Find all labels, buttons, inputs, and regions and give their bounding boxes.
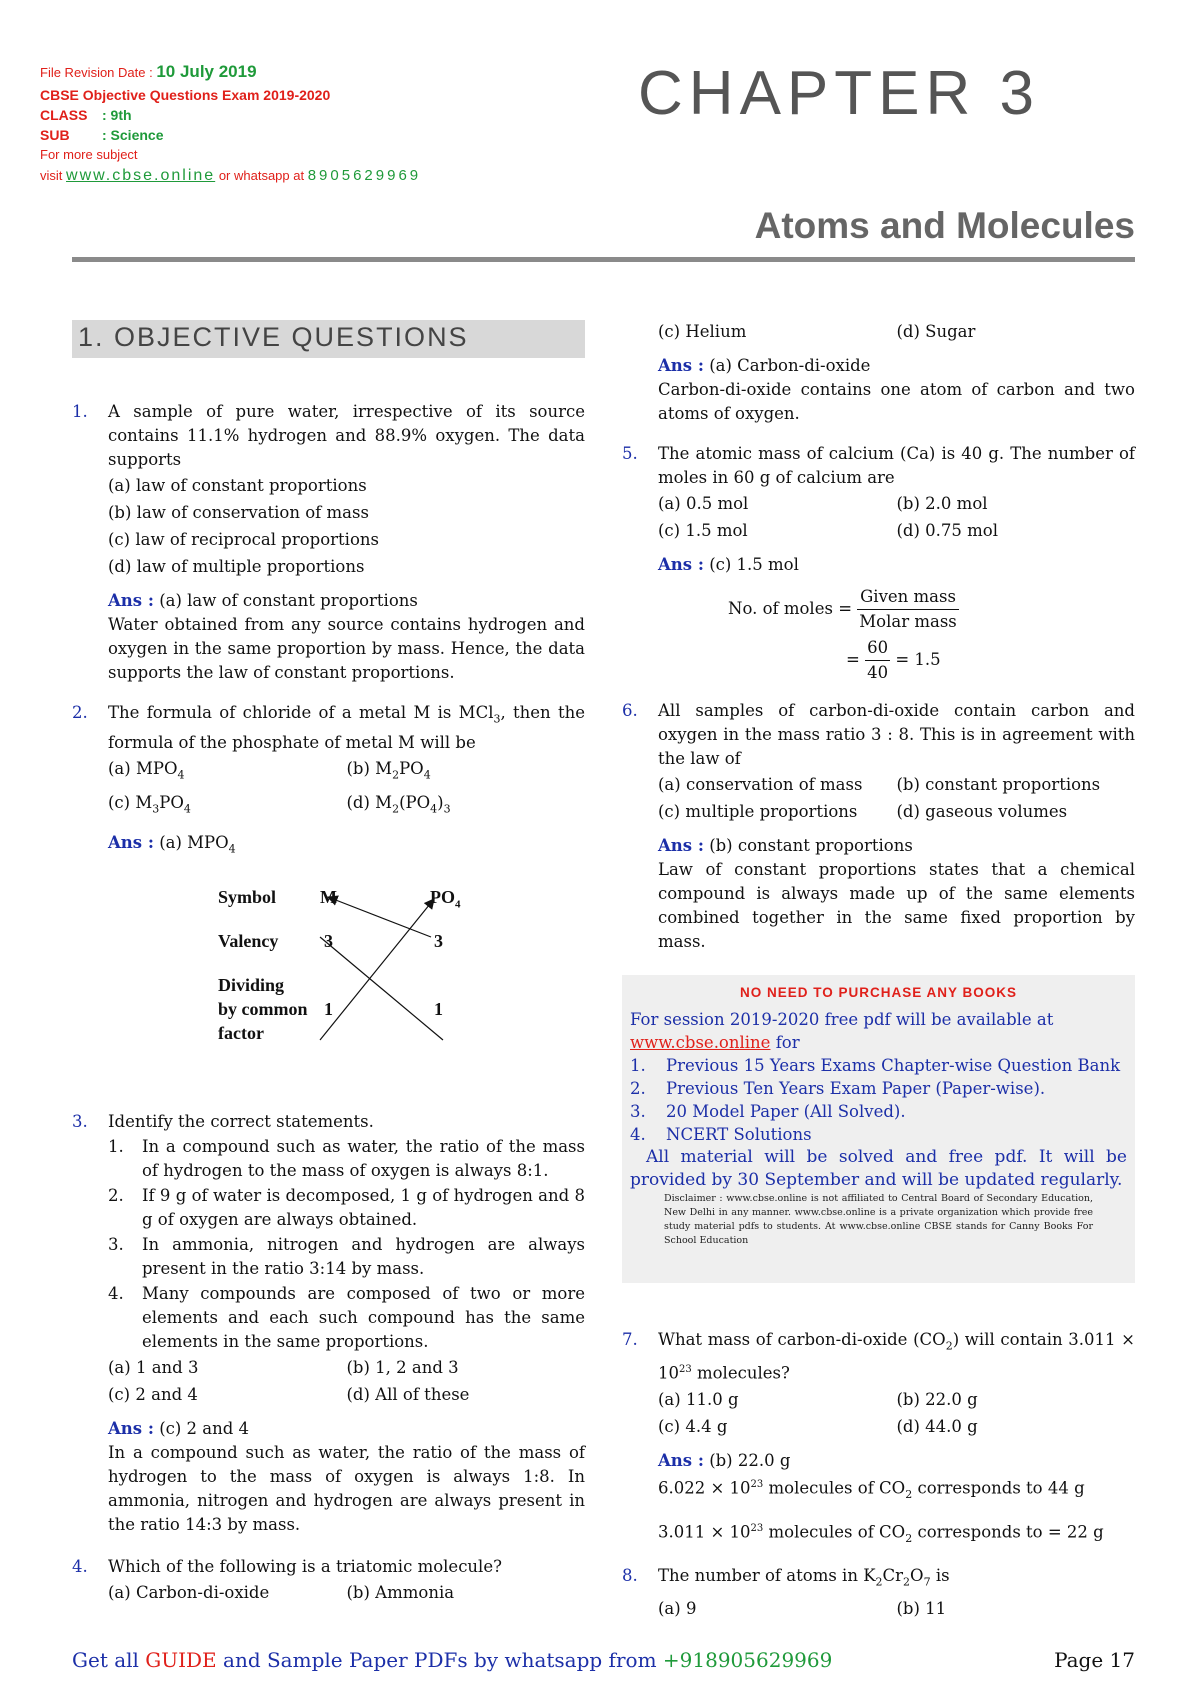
explanation: Law of constant proportions states that a chemical compound is always made up of the same elements combined together in the same fixed proportion by mass. [658,860,1135,951]
option-d: (d) gaseous volumes [896,802,1068,821]
subscript: 2 [392,801,400,815]
footer-phone[interactable]: +918905629969 [662,1648,833,1672]
options [658,320,1135,344]
question-text [108,701,585,755]
options [658,1597,1135,1621]
options [658,773,1135,824]
options [108,1356,585,1407]
promo-for: for [770,1033,800,1052]
option-a: (a) conservation of mass [658,775,863,794]
text-part: (PO [399,792,431,812]
promo-item [630,1077,1127,1100]
divided-m: 1 [324,999,333,1020]
text-part: PO [399,759,424,779]
question-number: 2. [72,703,88,722]
arrow-up-to-m [328,897,431,937]
visit-line [40,164,560,187]
answer-text: (c) 1.5 mol [709,555,799,574]
option-c [108,791,347,821]
statement [108,1135,585,1183]
question-number: 4. [72,1557,88,1577]
option-d: (d) All of these [346,1385,470,1405]
option-a: (a) 9 [658,1598,697,1618]
subscript: 4 [183,801,191,815]
promo-item [630,1100,1127,1123]
text-part: Cr [882,1566,904,1586]
answer [108,1417,585,1441]
question-text [658,1564,1135,1594]
promo-line: For session 2019-2020 free pdf will be available at [630,1010,1054,1029]
revision-date: 10 July 2019 [156,62,257,81]
text-part: PO [430,887,455,908]
answer-text: (a) MPO [159,832,229,852]
left-column [72,400,585,1619]
statement [108,1184,585,1232]
subscript: 4 [228,842,236,856]
subscript: 4 [455,898,461,911]
text-part: What mass of carbon-di-oxide (CO [658,1330,946,1349]
subscript: 2 [905,1531,913,1545]
text-part: molecules? [691,1363,790,1383]
text-part: The formula of chloride of a metal M is MCl [108,703,494,722]
revision-label: File Revision Date : [40,65,153,80]
subscript: 2 [905,1487,913,1501]
text-part: PO [159,792,184,812]
subscript: 2 [903,1575,911,1589]
denominator: Molar mass [859,612,957,631]
question-number: 7. [622,1330,638,1349]
question-number: 8. [622,1566,638,1586]
option-b: (b) 2.0 mol [896,494,988,513]
statements [108,1135,585,1354]
statement-number: 1. [108,1137,124,1157]
text-part: (b) M [346,759,393,779]
eq-fraction [857,585,959,634]
question-7 [622,1328,1135,1550]
answer-text: (c) 2 and 4 [159,1419,250,1439]
statement-number: 3. [108,1235,124,1255]
option-c: (c) multiple proportions [658,802,858,821]
option-b: (b) Ammonia [346,1583,455,1603]
valency-label: Valency [218,931,279,952]
option-b: (b) 1, 2 and 3 [346,1358,459,1378]
promo-link[interactable]: www.cbse.online [630,1033,771,1052]
promo-link-line [630,1031,1127,1054]
answer [108,831,585,861]
item-text: Previous 15 Years Exams Chapter-wise Question Bank [666,1056,1121,1075]
footer-text: and Sample Paper PDFs by whatsapp from [216,1648,663,1672]
item-text: Previous Ten Years Exam Paper (Paper-wise). [666,1079,1046,1098]
answer-text: (b) constant proportions [709,836,913,855]
symbol-m: M [320,887,337,908]
promo-note: All material will be solved and free pdf. It will be provided by 30 September and will be updated regularly. [630,1147,1127,1190]
right-column-lower [622,1328,1135,1635]
question-number: 3. [72,1112,88,1132]
question-text: The atomic mass of calcium (Ca) is 40 g. The number of moles in 60 g of calcium are [658,444,1135,487]
answer-label: Ans : [658,836,704,855]
text-part: (d) M [346,792,393,812]
item-number: 1. [630,1056,646,1075]
text-part: ) will contain 3.011 × 10 [658,1330,1135,1383]
denominator: 40 [867,663,889,682]
subscript: 4 [423,768,431,782]
promo-box [622,975,1135,1283]
promo-item [630,1123,1127,1146]
question-number: 5. [622,444,638,463]
explanation: In a compound such as water, the ratio of the mass of hydrogen to the mass of oxygen is always 1:8. In ammonia, nitrogen and hydrogen are always present in the ratio 14:3 by mass. [108,1443,585,1535]
subject-label: SUB [40,127,70,144]
answer-label: Ans : [658,356,704,375]
question-4-continued [622,320,1135,426]
item-text: NCERT Solutions [666,1125,812,1144]
option-b [347,757,586,787]
option-c: (c) Helium [658,322,747,341]
statement-text: In a compound such as water, the ratio of the mass of hydrogen to the mass of oxygen is always 8:1. [142,1137,585,1181]
answer [658,834,1135,858]
options [658,1388,1135,1439]
question-3 [72,1110,585,1537]
option-c: (c) 4.4 g [658,1416,728,1436]
question-6 [622,699,1135,954]
eq-label: No. of moles [728,599,833,618]
text-part: , then the formula of the phosphate of metal M will be [108,703,585,753]
whatsapp-phone: 8905629969 [307,167,422,185]
question-text: Which of the following is a triatomic molecule? [108,1557,502,1577]
eq-result: = 1.5 [895,650,941,669]
text-part: ) [437,792,444,812]
answer [108,589,585,613]
option-a: (a) law of constant proportions [108,476,367,495]
arrow-m-to-po [320,937,443,1040]
subscript: 4 [177,768,185,782]
moles-calculation [846,636,1135,685]
subscript: 2 [875,1575,883,1589]
explanation: Water obtained from any source contains hydrogen and oxygen in the same proportion by mass. Hence, the data supports the law of constant proportions. [108,615,585,682]
subscript: 4 [430,801,438,815]
option-a: (a) Carbon-di-oxide [108,1583,270,1603]
option-d: (d) 0.75 mol [896,521,999,540]
moles-equation [728,585,1135,634]
question-4 [72,1555,585,1605]
header-block [40,60,560,188]
statement [108,1282,585,1354]
options [108,757,585,821]
text-part: is [930,1566,950,1586]
class-value: : 9th [102,106,132,123]
class-line [40,105,560,125]
chapter-title: CHAPTER 3 [638,59,1040,128]
answer-label: Ans : [658,1450,704,1470]
statement-text: If 9 g of water is decomposed, 1 g of hydrogen and 8 g of oxygen are always obtained. [142,1186,585,1230]
option-a: (a) 0.5 mol [658,494,749,513]
numerator: 60 [865,636,890,661]
subscript: 2 [945,1339,953,1353]
superscript: 23 [750,1478,764,1490]
subscript: 3 [493,712,501,726]
valency-m: 3 [324,931,333,952]
text-part: (a) MPO [108,759,178,779]
question-2 [72,701,585,1060]
text-part: O [910,1566,924,1586]
statement-number: 4. [108,1284,124,1304]
dividing-label: Dividing [218,975,285,996]
whatsapp-label: or whatsapp at [218,168,305,184]
more-subject: For more subject [40,146,138,162]
superscript: 23 [679,1364,692,1376]
footer-promo [72,1648,872,1672]
answer-text: (a) Carbon-di-oxide [709,356,871,375]
visit-label: visit [40,168,63,184]
header-rule [72,257,1135,262]
option-b: (b) constant proportions [896,775,1101,794]
eq-fraction [865,636,890,685]
option-b: (b) law of conservation of mass [108,503,369,522]
answer [658,354,1135,378]
text-part: corresponds to 44 g [912,1478,1085,1498]
option-d: (d) law of multiple proportions [108,557,365,576]
by-common-label: by common [218,999,308,1020]
text-part: (c) M [108,792,153,812]
section-title: 1. OBJECTIVE QUESTIONS [72,320,585,358]
superscript: 23 [750,1522,764,1534]
item-number: 4. [630,1125,646,1144]
option-d: (d) Sugar [896,322,976,341]
eq-sign: = [846,650,860,669]
text-part: The number of atoms in K [658,1566,876,1586]
question-5 [622,442,1135,685]
option-b: (b) 11 [896,1598,947,1618]
answer-text: (a) law of constant proportions [159,591,418,610]
question-number: 1. [72,402,88,421]
class-label: CLASS [40,106,88,123]
promo-list [630,1054,1127,1146]
option-b: (b) 22.0 g [896,1389,978,1409]
disclaimer: Disclaimer : www.cbse.online is not affiliated to Central Board of Secondary Education, New Delhi in any manner. www.cbse.online is a private organization which provide free study material pdfs to students. At www.cbse.online CBSE stands for Canny Books For School Education [664,1193,1093,1246]
option-d: (d) 44.0 g [896,1416,978,1436]
explanation-line-1 [658,1473,1135,1507]
factor-label: factor [218,1023,264,1044]
question-text: All samples of carbon-di-oxide contain carbon and oxygen in the mass ratio 3 : 8. This is in agreement with the law of [658,701,1135,768]
option-a [108,757,347,787]
answer [658,553,1135,577]
subscript: 7 [923,1575,931,1589]
numerator: Given mass [857,585,959,610]
text-part: 3.011 × 10 [658,1522,751,1542]
option-c: (c) 1.5 mol [658,521,748,540]
question-text: A sample of pure water, irrespective of its source contains 11.1% hydrogen and 88.9% oxygen. The data supports [108,402,585,469]
item-number: 3. [630,1102,646,1121]
option-d [347,791,586,821]
option-c: (c) 2 and 4 [108,1385,198,1405]
footer-text: Get all [72,1648,146,1672]
eq-sign: = [838,599,853,618]
symbol-label: Symbol [218,887,277,908]
answer-label: Ans : [658,555,704,574]
answer-label: Ans : [108,1419,154,1439]
text-part: 6.022 × 10 [658,1478,751,1498]
promo-item [630,1054,1127,1077]
answer-label: Ans : [108,832,154,852]
subject-line [40,125,560,145]
question-1 [72,400,585,685]
option-a: (a) 11.0 g [658,1389,739,1409]
divided-po: 1 [434,999,443,1020]
question-text [658,1328,1135,1386]
item-number: 2. [630,1079,646,1098]
promo-title: NO NEED TO PURCHASE ANY BOOKS [739,985,1018,1000]
options [658,492,1135,543]
subscript: 3 [443,801,451,815]
exam-line: CBSE Objective Questions Exam 2019-2020 [40,86,331,103]
answer-label: Ans : [108,591,154,610]
option-c: (c) law of reciprocal proportions [108,530,379,549]
statement-number: 2. [108,1186,124,1206]
options [108,1581,585,1605]
statement-text: Many compounds are composed of two or more elements and each such compound has the same elements in the same proportions. [142,1284,585,1352]
item-text: 20 Model Paper (All Solved). [666,1102,906,1121]
options [108,474,585,579]
option-a: (a) 1 and 3 [108,1358,199,1378]
statement [108,1233,585,1281]
right-column [622,318,1135,968]
valency-po: 3 [434,931,443,952]
chapter-subtitle: Atoms and Molecules [754,205,1135,246]
statement-text: In ammonia, nitrogen and hydrogen are always present in the ratio 3:14 by mass. [142,1235,585,1279]
site-link[interactable]: www.cbse.online [66,167,216,185]
question-8 [622,1564,1135,1620]
text-part: molecules of CO [763,1522,906,1542]
answer [658,1449,1135,1473]
page-number: Page 17 [1054,1648,1135,1672]
text-part: corresponds to = 22 g [912,1522,1104,1542]
text-part: molecules of CO [763,1478,906,1498]
footer-guide: GUIDE [145,1648,217,1672]
explanation: Carbon-di-oxide contains one atom of carbon and two atoms of oxygen. [658,380,1135,423]
question-text: Identify the correct statements. [108,1112,374,1132]
explanation-line-2 [658,1517,1135,1551]
question-number: 6. [622,701,638,720]
answer-text: (b) 22.0 g [709,1450,791,1470]
subject-value: : Science [102,127,164,144]
valency-cross-diagram [108,875,585,1060]
subscript: 2 [392,768,400,782]
subscript: 3 [152,801,160,815]
cross-arrows [108,875,585,1060]
revision-line [40,60,560,85]
symbol-po [430,885,461,917]
